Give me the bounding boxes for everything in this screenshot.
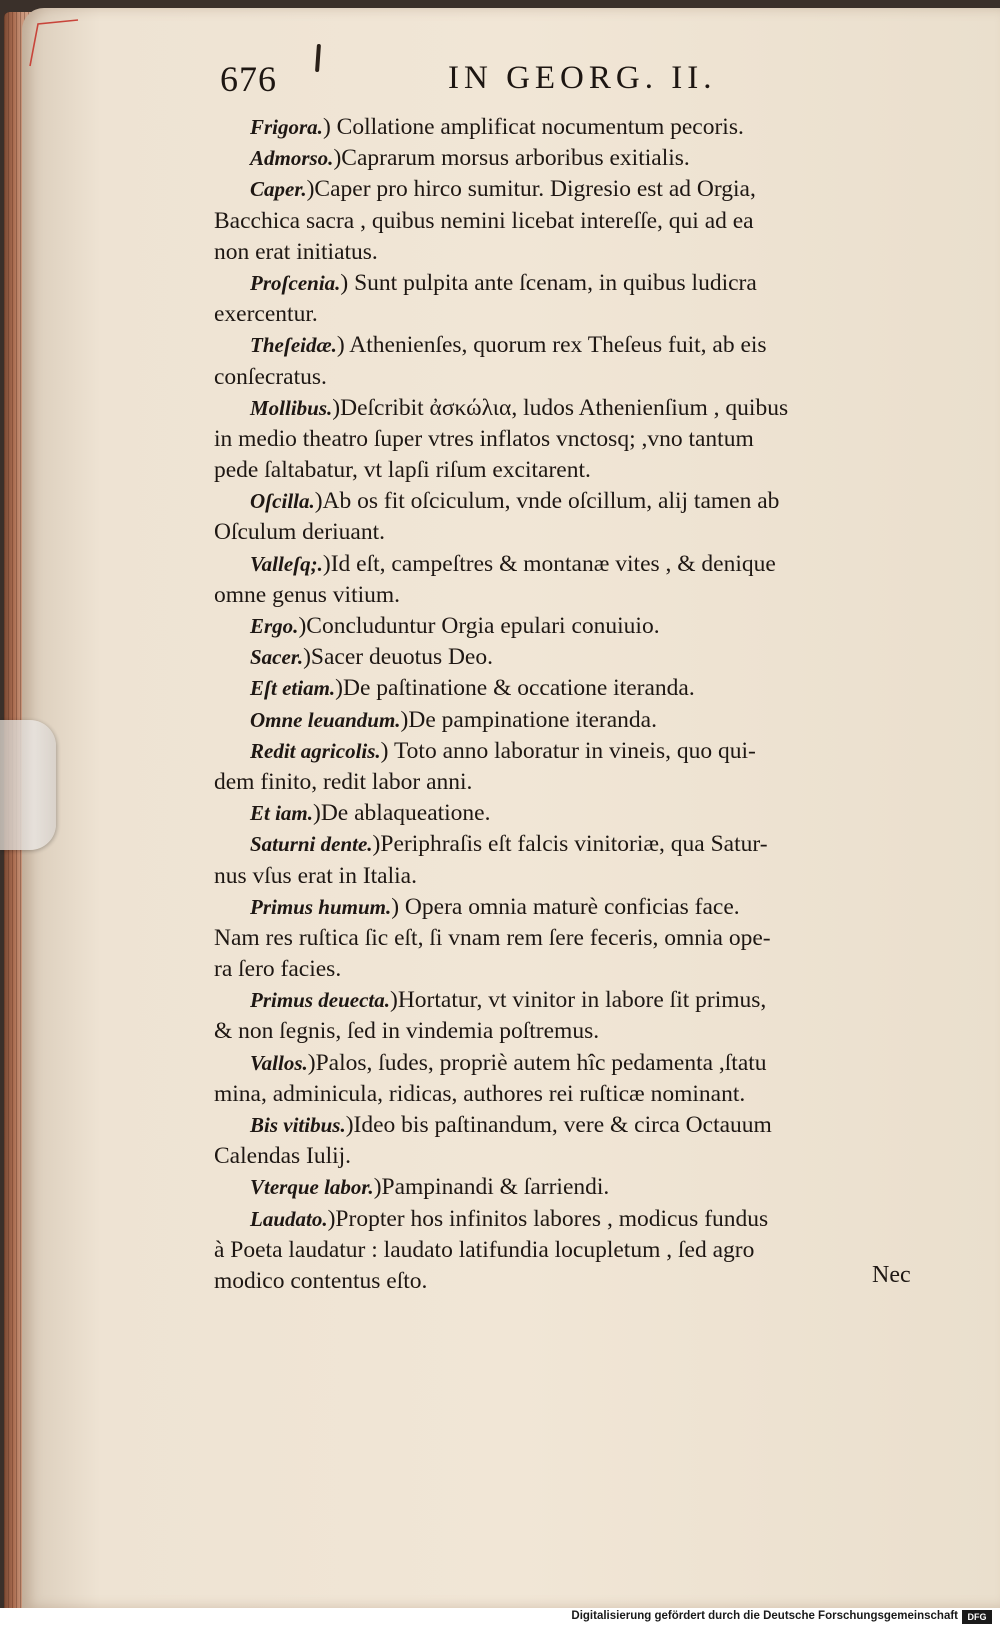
text-line	[214, 1079, 934, 1110]
text-line	[214, 362, 934, 393]
lemma: Admorso.	[250, 146, 334, 171]
line-text: )De pampinatione iteranda.	[400, 706, 657, 733]
text-line	[214, 892, 934, 923]
commentary-text	[214, 112, 934, 1297]
lemma: Saturni dente.	[250, 832, 373, 857]
text-line	[214, 954, 934, 985]
dfg-logo: DFG	[962, 1610, 992, 1624]
text-line	[214, 424, 934, 455]
line-text: )Periphraſis eſt falcis vinitoriæ, qua Satur-	[372, 831, 768, 858]
text-line	[214, 580, 934, 611]
page-number: 676	[220, 59, 277, 99]
lemma: Valleſq;.	[250, 551, 323, 576]
line-text: Bacchica sacra , quibus nemini licebat intereſſe, qui ad ea	[214, 207, 754, 234]
line-text: ) Collatione amplificat nocumentum pecoris.	[322, 114, 744, 140]
text-line	[214, 393, 934, 424]
lemma: Laudato.	[250, 1206, 328, 1231]
line-text: pede ſaltabatur, vt lapſi riſum excitarent.	[214, 457, 591, 484]
text-line	[214, 985, 934, 1016]
text-line	[214, 1048, 934, 1079]
line-text: Nam res ruſtica ſic eſt, ſi vnam rem ſere feceris, omnia ope-	[214, 924, 771, 951]
text-line	[214, 486, 934, 517]
lemma: Vterque labor.	[250, 1175, 374, 1200]
lemma: Omne leuandum.	[250, 707, 401, 732]
text-line	[214, 268, 934, 299]
lemma: Proſcenia.	[250, 270, 341, 295]
lemma: Frigora.	[250, 115, 323, 139]
lemma: Theſeidæ.	[250, 333, 337, 358]
text-line	[214, 237, 934, 268]
text-line	[214, 1235, 934, 1266]
lemma: Redit agricolis.	[250, 738, 381, 763]
line-text: non erat initiatus.	[214, 238, 378, 265]
text-line	[214, 1110, 934, 1141]
line-text: nus vſus erat in Italia.	[214, 862, 417, 889]
line-text: ) Toto anno laboratur in vineis, quo qui-	[380, 737, 756, 764]
text-line	[214, 174, 934, 205]
line-text: à Poeta laudatur : laudato latifundia locupletum , ſed agro	[214, 1236, 755, 1263]
running-title: IN GEORG. II.	[448, 60, 717, 96]
digitization-credit: Digitalisierung gefördert durch die Deutsche Forschungsgemeinschaft	[571, 1610, 958, 1622]
text-line	[214, 673, 934, 704]
text-line	[214, 143, 934, 174]
catchword: Nec	[872, 1262, 911, 1288]
text-line	[214, 861, 934, 892]
lemma: Bis vitibus.	[250, 1113, 346, 1137]
line-text: )Concluduntur Orgia epulari conuiuio.	[298, 613, 660, 639]
text-line	[214, 299, 934, 330]
line-text: )Ideo bis paſtinandum, vere & circa Octauum	[345, 1112, 772, 1138]
text-line	[214, 1172, 934, 1203]
line-text: ) Athenienſes, quorum rex Theſeus fuit, ab eis	[336, 332, 767, 359]
text-line	[214, 767, 934, 798]
line-text: conſecratus.	[214, 363, 327, 390]
corner-mark-icon	[28, 18, 80, 68]
line-text: )Id eſt, campeſtres & montanæ vites , & denique	[322, 550, 776, 577]
text-line	[214, 206, 934, 237]
line-text: )Deſcribit ἀσκώλια, ludos Athenienſium , quibus	[332, 394, 789, 421]
lemma: Ergo.	[250, 614, 299, 638]
lemma: Primus humum.	[250, 894, 392, 919]
line-text: dem finito, redit labor anni.	[214, 768, 473, 795]
text-line	[214, 611, 934, 642]
text-line	[214, 642, 934, 673]
line-text: )Caprarum morsus arboribus exitialis.	[333, 145, 690, 172]
page-clip	[0, 720, 56, 850]
line-text: & non ſegnis, ſed in vindemia poſtremus.	[214, 1018, 600, 1045]
line-text: omne genus vitium.	[214, 581, 401, 608]
text-line	[214, 923, 934, 954]
line-text: mina, adminicula, ridicas, authores rei ruſticæ nominant.	[214, 1080, 746, 1107]
line-text: modico contentus eſto.	[214, 1267, 428, 1294]
line-text: in medio theatro ſuper vtres inflatos vnctosq; ,vno tantum	[214, 425, 754, 452]
text-line	[214, 736, 934, 767]
lemma: Caper.	[250, 177, 307, 202]
text-line	[214, 705, 934, 736]
text-line	[214, 517, 934, 548]
text-line	[214, 829, 934, 860]
line-text: )Pampinandi & ſarriendi.	[373, 1174, 610, 1201]
line-text: )Propter hos infinitos labores , modicus fundus	[327, 1205, 769, 1232]
lemma: Primus deuecta.	[250, 988, 390, 1013]
text-line	[214, 798, 934, 829]
lemma: Sacer.	[250, 645, 304, 670]
line-text: )Sacer deuotus Deo.	[303, 644, 493, 671]
line-text: ) Sunt pulpita ante ſcenam, in quibus ludicra	[340, 269, 757, 296]
line-text: ) Opera omnia maturè conficias face.	[391, 893, 740, 920]
line-text: )De ablaqueatione.	[313, 800, 491, 827]
line-text: )Hortatur, vt vinitor in labore ſit primus,	[390, 987, 767, 1014]
line-text: ra ſero facies.	[214, 956, 342, 983]
lemma: Oſcilla.	[250, 489, 315, 514]
line-text: Calendas Iulij.	[214, 1143, 352, 1170]
line-text: )Ab os fit oſciculum, vnde oſcillum, alij tamen ab	[314, 488, 780, 515]
line-text: )De paſtinatione & occatione iteranda.	[335, 675, 695, 702]
text-line	[214, 330, 934, 361]
lemma: Mollibus.	[250, 395, 333, 420]
line-text: )Caper pro hirco sumitur. Digresio est ad Orgia,	[306, 176, 756, 203]
text-line	[214, 1141, 934, 1172]
text-line	[214, 1204, 934, 1235]
lemma: Eſt etiam.	[250, 676, 336, 701]
lemma: Vallos.	[250, 1050, 308, 1075]
lemma: Et iam.	[250, 801, 314, 826]
text-line	[214, 1016, 934, 1047]
text-line	[214, 112, 934, 143]
text-line	[214, 549, 934, 580]
line-text: )Palos, ſudes, propriè autem hîc pedamenta ,ſtatu	[307, 1049, 767, 1076]
text-line	[214, 455, 934, 486]
line-text: exercentur.	[214, 301, 318, 328]
text-line	[214, 1266, 934, 1297]
line-text: Oſculum deriuant.	[214, 519, 385, 546]
